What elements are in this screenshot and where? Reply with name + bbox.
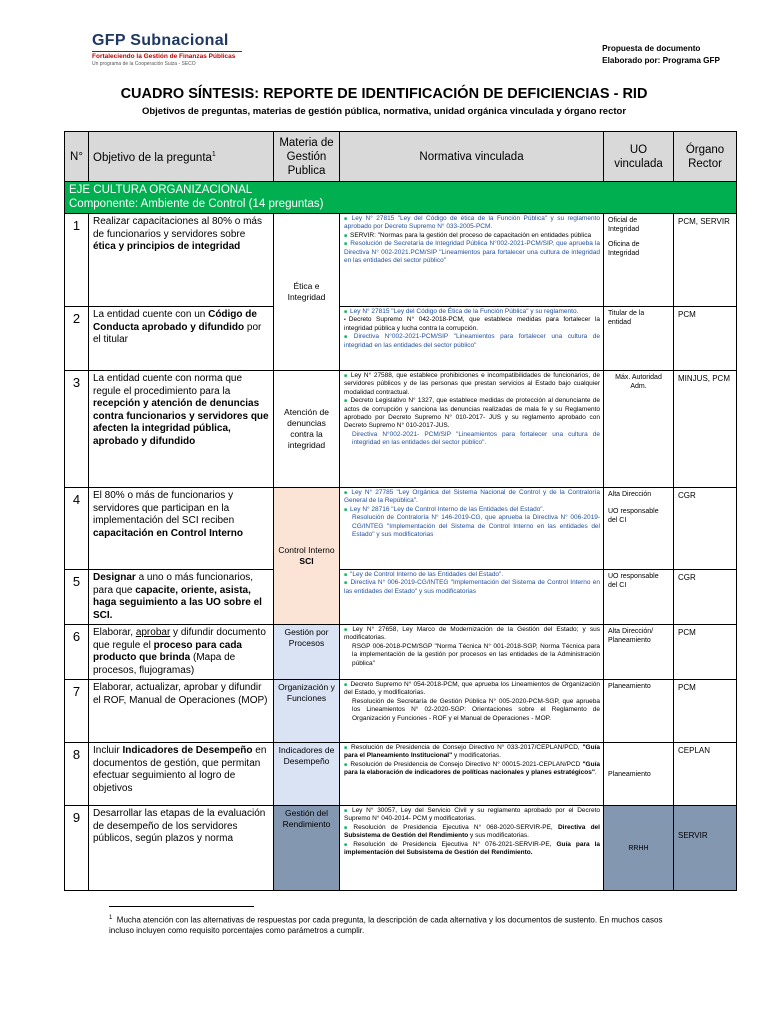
row-number: 9: [65, 806, 89, 891]
row-organ: PCM: [674, 625, 737, 680]
table-row: [65, 214, 737, 307]
table-row: [65, 625, 737, 680]
row-objective: Elaborar, actualizar, aprobar y difundir el ROF, Manual de Operaciones (MOP): [89, 680, 274, 743]
row-organ: CGR: [674, 488, 737, 570]
row-number: 2: [65, 307, 89, 371]
table-row: [65, 307, 737, 371]
table-header-row: [65, 132, 737, 182]
row-norm: ■ Ley N° 27785 "Ley Orgánica del Sistema Nacional de Control y de la Contraloría General de la República". ■ Ley N° 28716 "Ley de Control Interno de las Entidades del Estado". Resolución de Contraloría N° 146-2019-CG, que aprueba la Directiva N° 006-2019-CG/INTEG "Implementación del Sistema de Control Interno en las entidades del Estado" y sus modificatorias: [340, 488, 604, 570]
row-number: 3: [65, 371, 89, 488]
row-uo: Titular de la entidad: [604, 307, 674, 371]
row-objective: La entidad cuente con un Código de Conducta aprobado y difundido por el titular: [89, 307, 274, 371]
row-organ: CEPLAN: [674, 743, 737, 806]
row-norm: ■ Ley N° 27658, Ley Marco de Modernización de la Gestión del Estado; y sus modificatorias. RSGP 006-2018-PCM/SGP "Norma Técnica N° 001-2018-SGP, Norma Técnica para la implementación de la gestión por procesos en las entidades de la Administración pública": [340, 625, 604, 680]
matter-processes: Gestión por Procesos: [274, 625, 340, 680]
table-row: [65, 371, 737, 488]
header-organ: Órgano Rector: [674, 132, 737, 182]
row-number: 8: [65, 743, 89, 806]
header-norm: Normativa vinculada: [340, 132, 604, 182]
row-number: 7: [65, 680, 89, 743]
matter-organization: Organización y Funciones: [274, 680, 340, 743]
row-number: 6: [65, 625, 89, 680]
row-organ: SERVIR: [674, 806, 737, 891]
row-organ: PCM: [674, 680, 737, 743]
row-uo: RRHH: [604, 806, 674, 891]
row-norm: ■ Ley N° 27815 "Ley del Código de Ética de la Función Pública" y su reglamento. • Decreto Supremo N° 042-2018-PCM, que establece medidas para fortalecer la integridad pública y lucha contra la corrupción. ■ Directiva N°002-2021-PCM/SIP "Lineamientos para fortalecer una cultura de integridad en las entidades del sector público": [340, 307, 604, 371]
header-matter: Materia de Gestión Publica: [274, 132, 340, 182]
table-row: [65, 806, 737, 891]
page-title: CUADRO SÍNTESIS: REPORTE DE IDENTIFICACIÓN DE DEFICIENCIAS - RID: [120, 86, 648, 102]
proposal-label: Propuesta de documento: [602, 44, 701, 53]
logo: [92, 32, 242, 67]
row-objective: Elaborar, aprobar y difundir documento que regule el proceso para cada producto que brinda (Mapa de procesos, flujogramas): [89, 625, 274, 680]
row-norm: ■ Ley N° 27588, que establece prohibiciones e incompatibilidades de funcionarios, de servidores públicos y de las personas que prestan servicios al Estado bajo cualquier modalidad contractual. ■ Decreto Legislativo N° 1327, que establece medidas de protección al denunciante de actos de corrupción y sanciona las denuncias realizadas de mala fe y su Reglamento aprobado por Decreto Supremo N° 010-2017- JUS y su reglamento aprobado con Decreto Supremo N° 010-2017-JUS. Directiva N°002-2021- PCM/SIP "Lineamientos para fortalecer una cultura de integridad en las entidades del sector público".: [340, 371, 604, 488]
row-uo: Planeamiento: [604, 743, 674, 806]
row-number: 1: [65, 214, 89, 307]
matter-denuncias: Atención de denuncias contra la integridad: [274, 371, 340, 488]
row-number: 4: [65, 488, 89, 570]
component-label: Componente: Ambiente de Control (14 preguntas): [69, 198, 324, 210]
logo-title: GFP Subnacional: [92, 32, 229, 49]
logo-subtitle: Fortaleciendo la Gestión de Finanzas Públicas: [92, 51, 242, 60]
row-organ: PCM: [674, 307, 737, 371]
row-objective: La entidad cuente con norma que regule el procedimiento para la recepción y atención de denuncias contra funcionarios y servidores que afecten la integridad pública, aprobado y difundido: [89, 371, 274, 488]
matter-sci: Control Interno SCI: [274, 488, 340, 625]
axis-row: [65, 182, 737, 214]
row-organ: CGR: [674, 570, 737, 625]
table-row: [65, 680, 737, 743]
row-objective: Realizar capacitaciones al 80% o más de funcionarios y servidores sobre ética y principios de integridad: [89, 214, 274, 307]
prepared-by-label: Elaborado por: Programa GFP: [602, 56, 720, 65]
axis-cell: [65, 182, 737, 214]
row-uo: Alta Dirección/ Planeamiento: [604, 625, 674, 680]
header-uo: UO vinculada: [604, 132, 674, 182]
footnote-divider: [109, 906, 254, 907]
document-meta: [602, 43, 720, 67]
row-norm: ■ Decreto Supremo N° 054-2018-PCM, que aprueba los Lineamientos de Organización del Estado, y modificatorias. Resolución de Secretaría de Gestión Pública N° 005-2020-PCM-SGP, que aprueba los Lineamientos N° 02-2020-SGP: Orientaciones sobre el Reglamento de Organización y Funciones - ROF y el Manual de Operaciones - MOP.: [340, 680, 604, 743]
row-organ: PCM, SERVIR: [674, 214, 737, 307]
page-subtitle: Objetivos de preguntas, materias de gestión pública, normativa, unidad orgánica vinculada y órgano rector: [141, 106, 627, 117]
row-organ: MINJUS, PCM: [674, 371, 737, 488]
row-objective: Incluir Indicadores de Desempeño en documentos de gestión, que permitan efectuar seguimiento al logro de objetivos: [89, 743, 274, 806]
rid-table: [64, 131, 737, 891]
table-row: [65, 743, 737, 806]
logo-tagline: Un programa de la Cooperación Suiza - SECO: [92, 61, 196, 67]
row-objective: Designar a uno o más funcionarios, para que capacite, oriente, asista, haga seguimiento a las UO sobre el SCI.: [89, 570, 274, 625]
row-norm: ■ Ley N° 27815 "Ley del Código de ética de la Función Pública" y su reglamento aprobado por Decreto Supremo N° 033-2005-PCM. ■ SERVIR: "Normas para la gestión del proceso de capacitación en entidades pública ■ Resolución de Secretaría de Integridad Pública N°002-2021-PCM/SIP, que aprueba la Directiva N° 002-2021.PCM/SIP "Lineamientos para fortalecer una cultura de integridad en las entidades del sector público": [340, 214, 604, 307]
row-norm: ■ Ley N° 30057, Ley del Servicio Civil y su reglamento aprobado por el Decreto Supremo N° 040-2014- PCM y modificatorias. ■ Resolución de Presidencia Ejecutiva N° 068-2020-SERVIR-PE, Directiva del Subsistema de Gestión del Rendimiento y sus modificatorias. ■ Resolución de Presidencia Ejecutiva N° 076-2021-SERVIR-PE, Guía para la implementación del Subsistema de Gestión del Rendimiento.: [340, 806, 604, 891]
row-uo: Alta Dirección UO responsable del CI: [604, 488, 674, 570]
row-number: 5: [65, 570, 89, 625]
table-row: [65, 488, 737, 570]
row-uo: Planeamiento: [604, 680, 674, 743]
header-objective: Objetivo de la pregunta$^1$: [89, 132, 274, 182]
row-objective: Desarrollar las etapas de la evaluación de desempeño de los servidores públicos, según plazos y norma: [89, 806, 274, 891]
row-norm: ■ "Ley de Control Interno de las Entidades del Estado". ■ Directiva N° 006-2019-CG/INTEG "Implementación del Sistema de Control Interno en las entidades del Estado" y sus modificatorias: [340, 570, 604, 625]
footnote: $^1$ Mucha atención con las alternativas de respuestas por cada pregunta, la descripción de cada alternativa y los documentos de sustento. En muchos casos incluso incluyen como requisito porcentajes como parámetros a cumplir.: [109, 915, 663, 936]
table-row: [65, 570, 737, 625]
matter-performance: Gestión del Rendimiento: [274, 806, 340, 891]
row-uo: Máx. Autoridad Adm.: [604, 371, 674, 488]
row-objective: El 80% o más de funcionarios y servidores que participan en la implementación del SCI reciben capacitación en Control Interno: [89, 488, 274, 570]
row-uo: UO responsable del CI: [604, 570, 674, 625]
row-uo: Oficial de Integridad Oficina de Integridad: [604, 214, 674, 307]
axis-label: EJE CULTURA ORGANIZACIONAL: [69, 184, 253, 196]
matter-ethics: Ética e Integridad: [274, 214, 340, 371]
matter-indicators: Indicadores de Desempeño: [274, 743, 340, 806]
header-num: N°: [65, 132, 89, 182]
row-norm: ■ Resolución de Presidencia de Consejo Directivo N° 033-2017/CEPLAN/PCD, "Guía para el Planeamiento Institucional" y modificatorias. ■ Resolución de Presidencia de Consejo Directivo N° 00015-2021-CEPLAN/PCD "Guía para la elaboración de indicadores de políticas nacionales y planes estratégicos".: [340, 743, 604, 806]
